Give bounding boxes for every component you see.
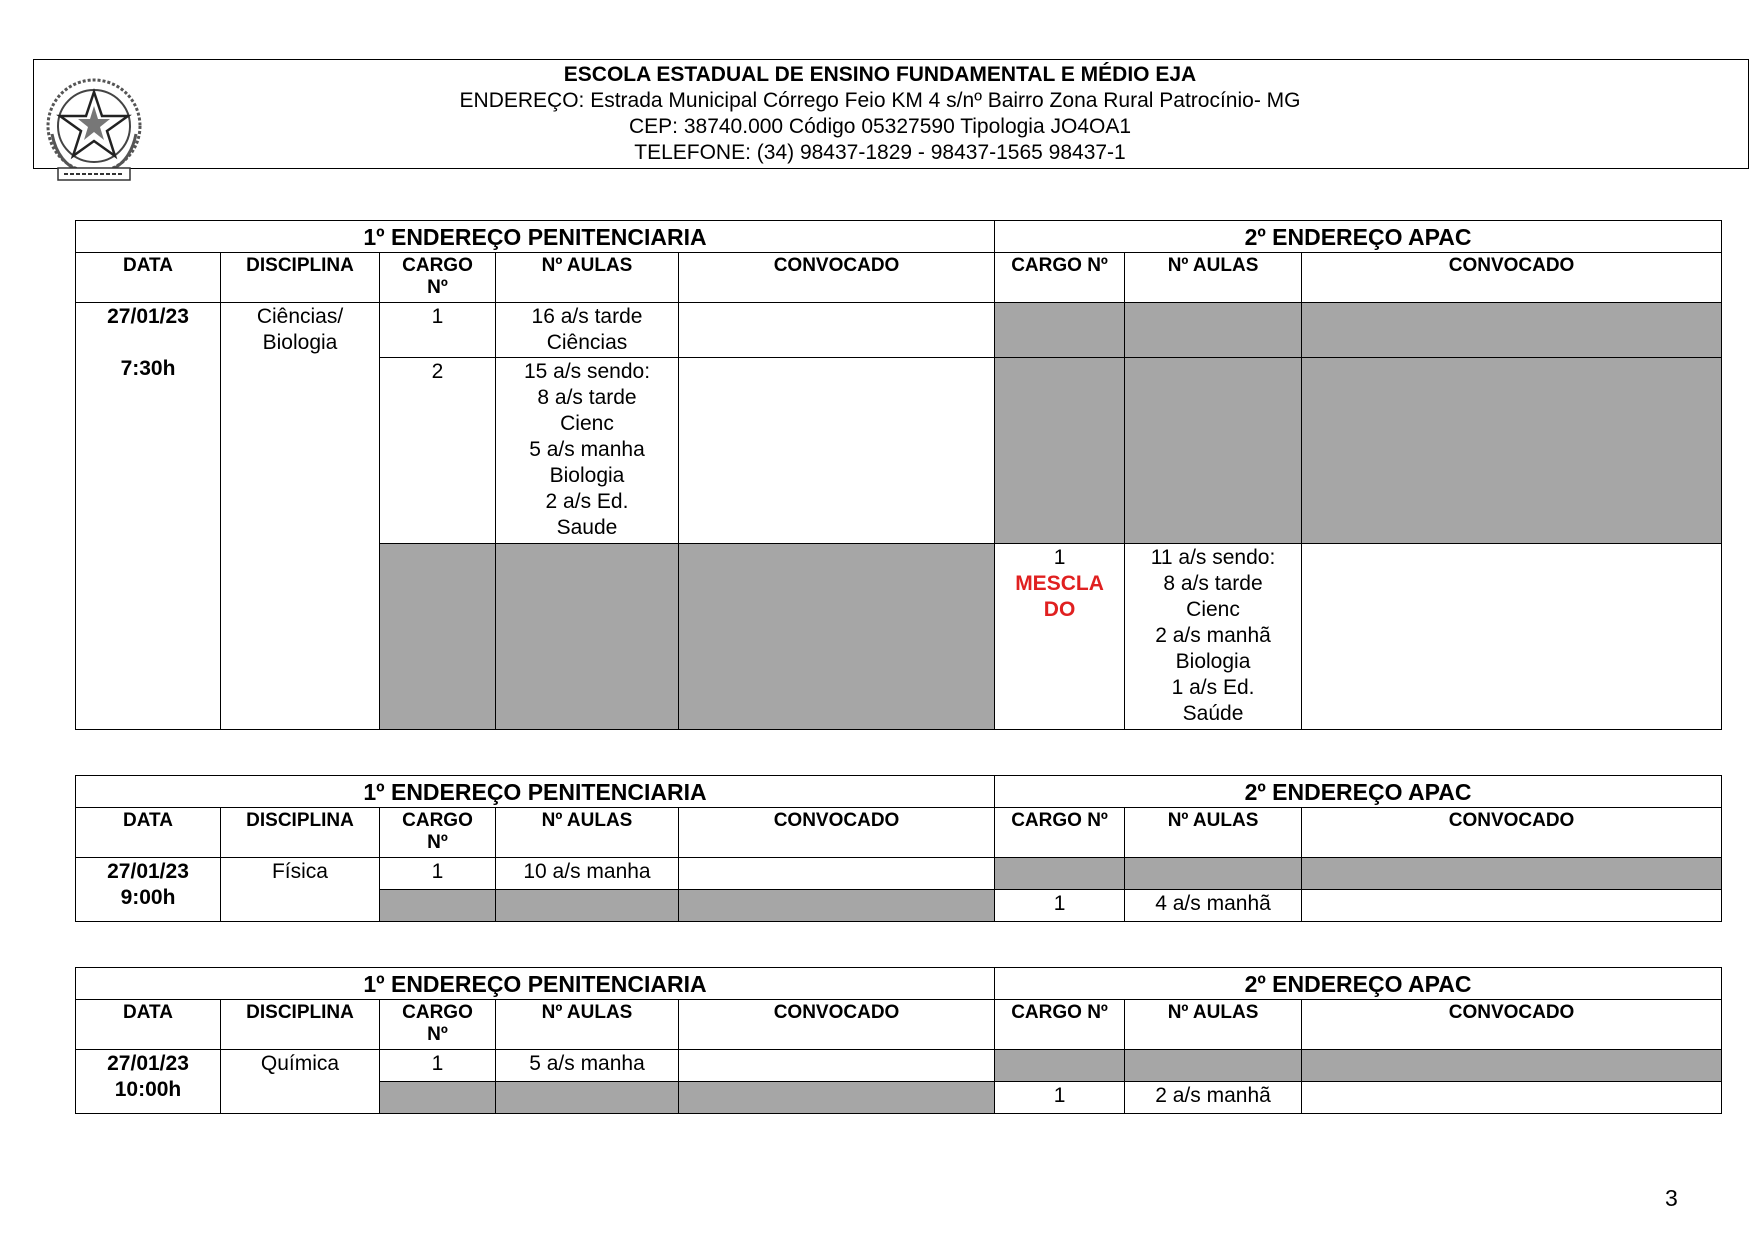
shaded-cell [1125, 303, 1302, 358]
col-convocado-apac: CONVOCADO [1302, 253, 1722, 303]
col-convocado: CONVOCADO [679, 808, 995, 858]
convocado-cell[interactable] [679, 1050, 995, 1082]
mesclado-label: MESCLA [1015, 572, 1104, 595]
shaded-cell [380, 544, 496, 730]
col-aulas-apac: Nº AULAS [1125, 808, 1302, 858]
col-disciplina: DISCIPLINA [221, 1000, 380, 1050]
aulas-cell-apac: 2 a/s manhã [1125, 1082, 1302, 1114]
col-data: DATA [76, 253, 221, 303]
col-aulas-apac: Nº AULAS [1125, 1000, 1302, 1050]
cargo-cell-apac: 1 MESCLA DO [995, 544, 1125, 730]
col-disciplina: DISCIPLINA [221, 253, 380, 303]
col-cargo-apac: CARGO Nº [995, 1000, 1125, 1050]
shaded-cell [679, 1082, 995, 1114]
aulas-cell-apac: 11 a/s sendo: 8 a/s tarde Cienc 2 a/s manhã Biologia 1 a/s Ed. Saúde [1125, 544, 1302, 730]
section-penitenciaria: 1º ENDEREÇO PENITENCIARIA [76, 221, 995, 253]
cargo-cell-apac: 1 [995, 890, 1125, 922]
shaded-cell [1125, 358, 1302, 544]
shaded-cell [995, 358, 1125, 544]
date-cell-empty [76, 544, 221, 730]
shaded-cell [1302, 303, 1722, 358]
shaded-cell [679, 890, 995, 922]
shaded-cell [380, 1082, 496, 1114]
aulas-cell: 15 a/s sendo: 8 a/s tarde Cienc 5 a/s manha Biologia 2 a/s Ed. Saude [496, 358, 679, 544]
section-apac: 2º ENDEREÇO APAC [995, 221, 1722, 253]
date-cell: 27/01/23 7:30h [76, 303, 221, 544]
school-address: ENDEREÇO: Estrada Municipal Córrego Feio KM 4 s/nº Bairro Zona Rural Patrocínio- MG [459, 89, 1301, 112]
cargo-cell: 1 [380, 1050, 496, 1082]
schedule-table-ciencias [75, 220, 1722, 730]
convocado-cell-apac[interactable] [1302, 890, 1722, 922]
shaded-cell [995, 1050, 1125, 1082]
convocado-cell-apac[interactable] [1302, 1082, 1722, 1114]
date-cell: 27/01/23 10:00h [76, 1050, 221, 1114]
aulas-cell-apac: 4 a/s manhã [1125, 890, 1302, 922]
shaded-cell [496, 1082, 679, 1114]
state-seal-icon [38, 74, 154, 190]
shaded-cell [1125, 1050, 1302, 1082]
shaded-cell [1302, 1050, 1722, 1082]
col-cargo-apac: CARGO Nº [995, 808, 1125, 858]
date-cell: 27/01/23 9:00h [76, 858, 221, 922]
cargo-cell: 1 [380, 303, 496, 358]
page-number: 3 [1665, 1185, 1678, 1211]
school-name: ESCOLA ESTADUAL DE ENSINO FUNDAMENTAL E MÉDIO EJA [563, 63, 1197, 86]
col-aulas: Nº AULAS [496, 808, 679, 858]
col-data: DATA [76, 1000, 221, 1050]
school-phone: TELEFONE: (34) 98437-1829 - 98437-1565 98437-1 [634, 141, 1126, 164]
disciplina-cell: Física [221, 858, 380, 922]
cargo-cell: 1 [380, 858, 496, 890]
col-convocado-apac: CONVOCADO [1302, 808, 1722, 858]
aulas-cell: 10 a/s manha [496, 858, 679, 890]
col-disciplina: DISCIPLINA [221, 808, 380, 858]
shaded-cell [679, 544, 995, 730]
col-aulas-apac: Nº AULAS [1125, 253, 1302, 303]
shaded-cell [995, 303, 1125, 358]
convocado-cell-apac[interactable] [1302, 544, 1722, 730]
col-cargo: CARGO Nº [380, 1000, 496, 1050]
col-cargo: CARGO Nº [380, 253, 496, 303]
col-cargo-apac: CARGO Nº [995, 253, 1125, 303]
shaded-cell [1125, 858, 1302, 890]
shaded-cell [380, 890, 496, 922]
col-aulas: Nº AULAS [496, 253, 679, 303]
shaded-cell [496, 890, 679, 922]
section-apac: 2º ENDEREÇO APAC [995, 776, 1722, 808]
col-data: DATA [76, 808, 221, 858]
col-convocado: CONVOCADO [679, 1000, 995, 1050]
cargo-cell: 2 [380, 358, 496, 544]
section-penitenciaria: 1º ENDEREÇO PENITENCIARIA [76, 968, 995, 1000]
shaded-cell [496, 544, 679, 730]
schedule-table-quimica [75, 967, 1722, 1114]
convocado-cell[interactable] [679, 358, 995, 544]
convocado-cell[interactable] [679, 858, 995, 890]
shaded-cell [995, 858, 1125, 890]
col-convocado: CONVOCADO [679, 253, 995, 303]
shaded-cell [1302, 358, 1722, 544]
cargo-cell-apac: 1 [995, 1082, 1125, 1114]
section-apac: 2º ENDEREÇO APAC [995, 968, 1722, 1000]
aulas-cell: 16 a/s tarde Ciências [496, 303, 679, 358]
col-cargo: CARGO Nº [380, 808, 496, 858]
col-aulas: Nº AULAS [496, 1000, 679, 1050]
convocado-cell[interactable] [679, 303, 995, 358]
section-penitenciaria: 1º ENDEREÇO PENITENCIARIA [76, 776, 995, 808]
shaded-cell [1302, 858, 1722, 890]
disciplina-cell: Química [221, 1050, 380, 1114]
school-cep: CEP: 38740.000 Código 05327590 Tipologia JO4OA1 [628, 115, 1132, 138]
schedule-table-fisica [75, 775, 1722, 922]
aulas-cell: 5 a/s manha [496, 1050, 679, 1082]
disciplina-cell: Ciências/ Biologia [221, 303, 380, 730]
col-convocado-apac: CONVOCADO [1302, 1000, 1722, 1050]
school-header [160, 59, 1600, 166]
